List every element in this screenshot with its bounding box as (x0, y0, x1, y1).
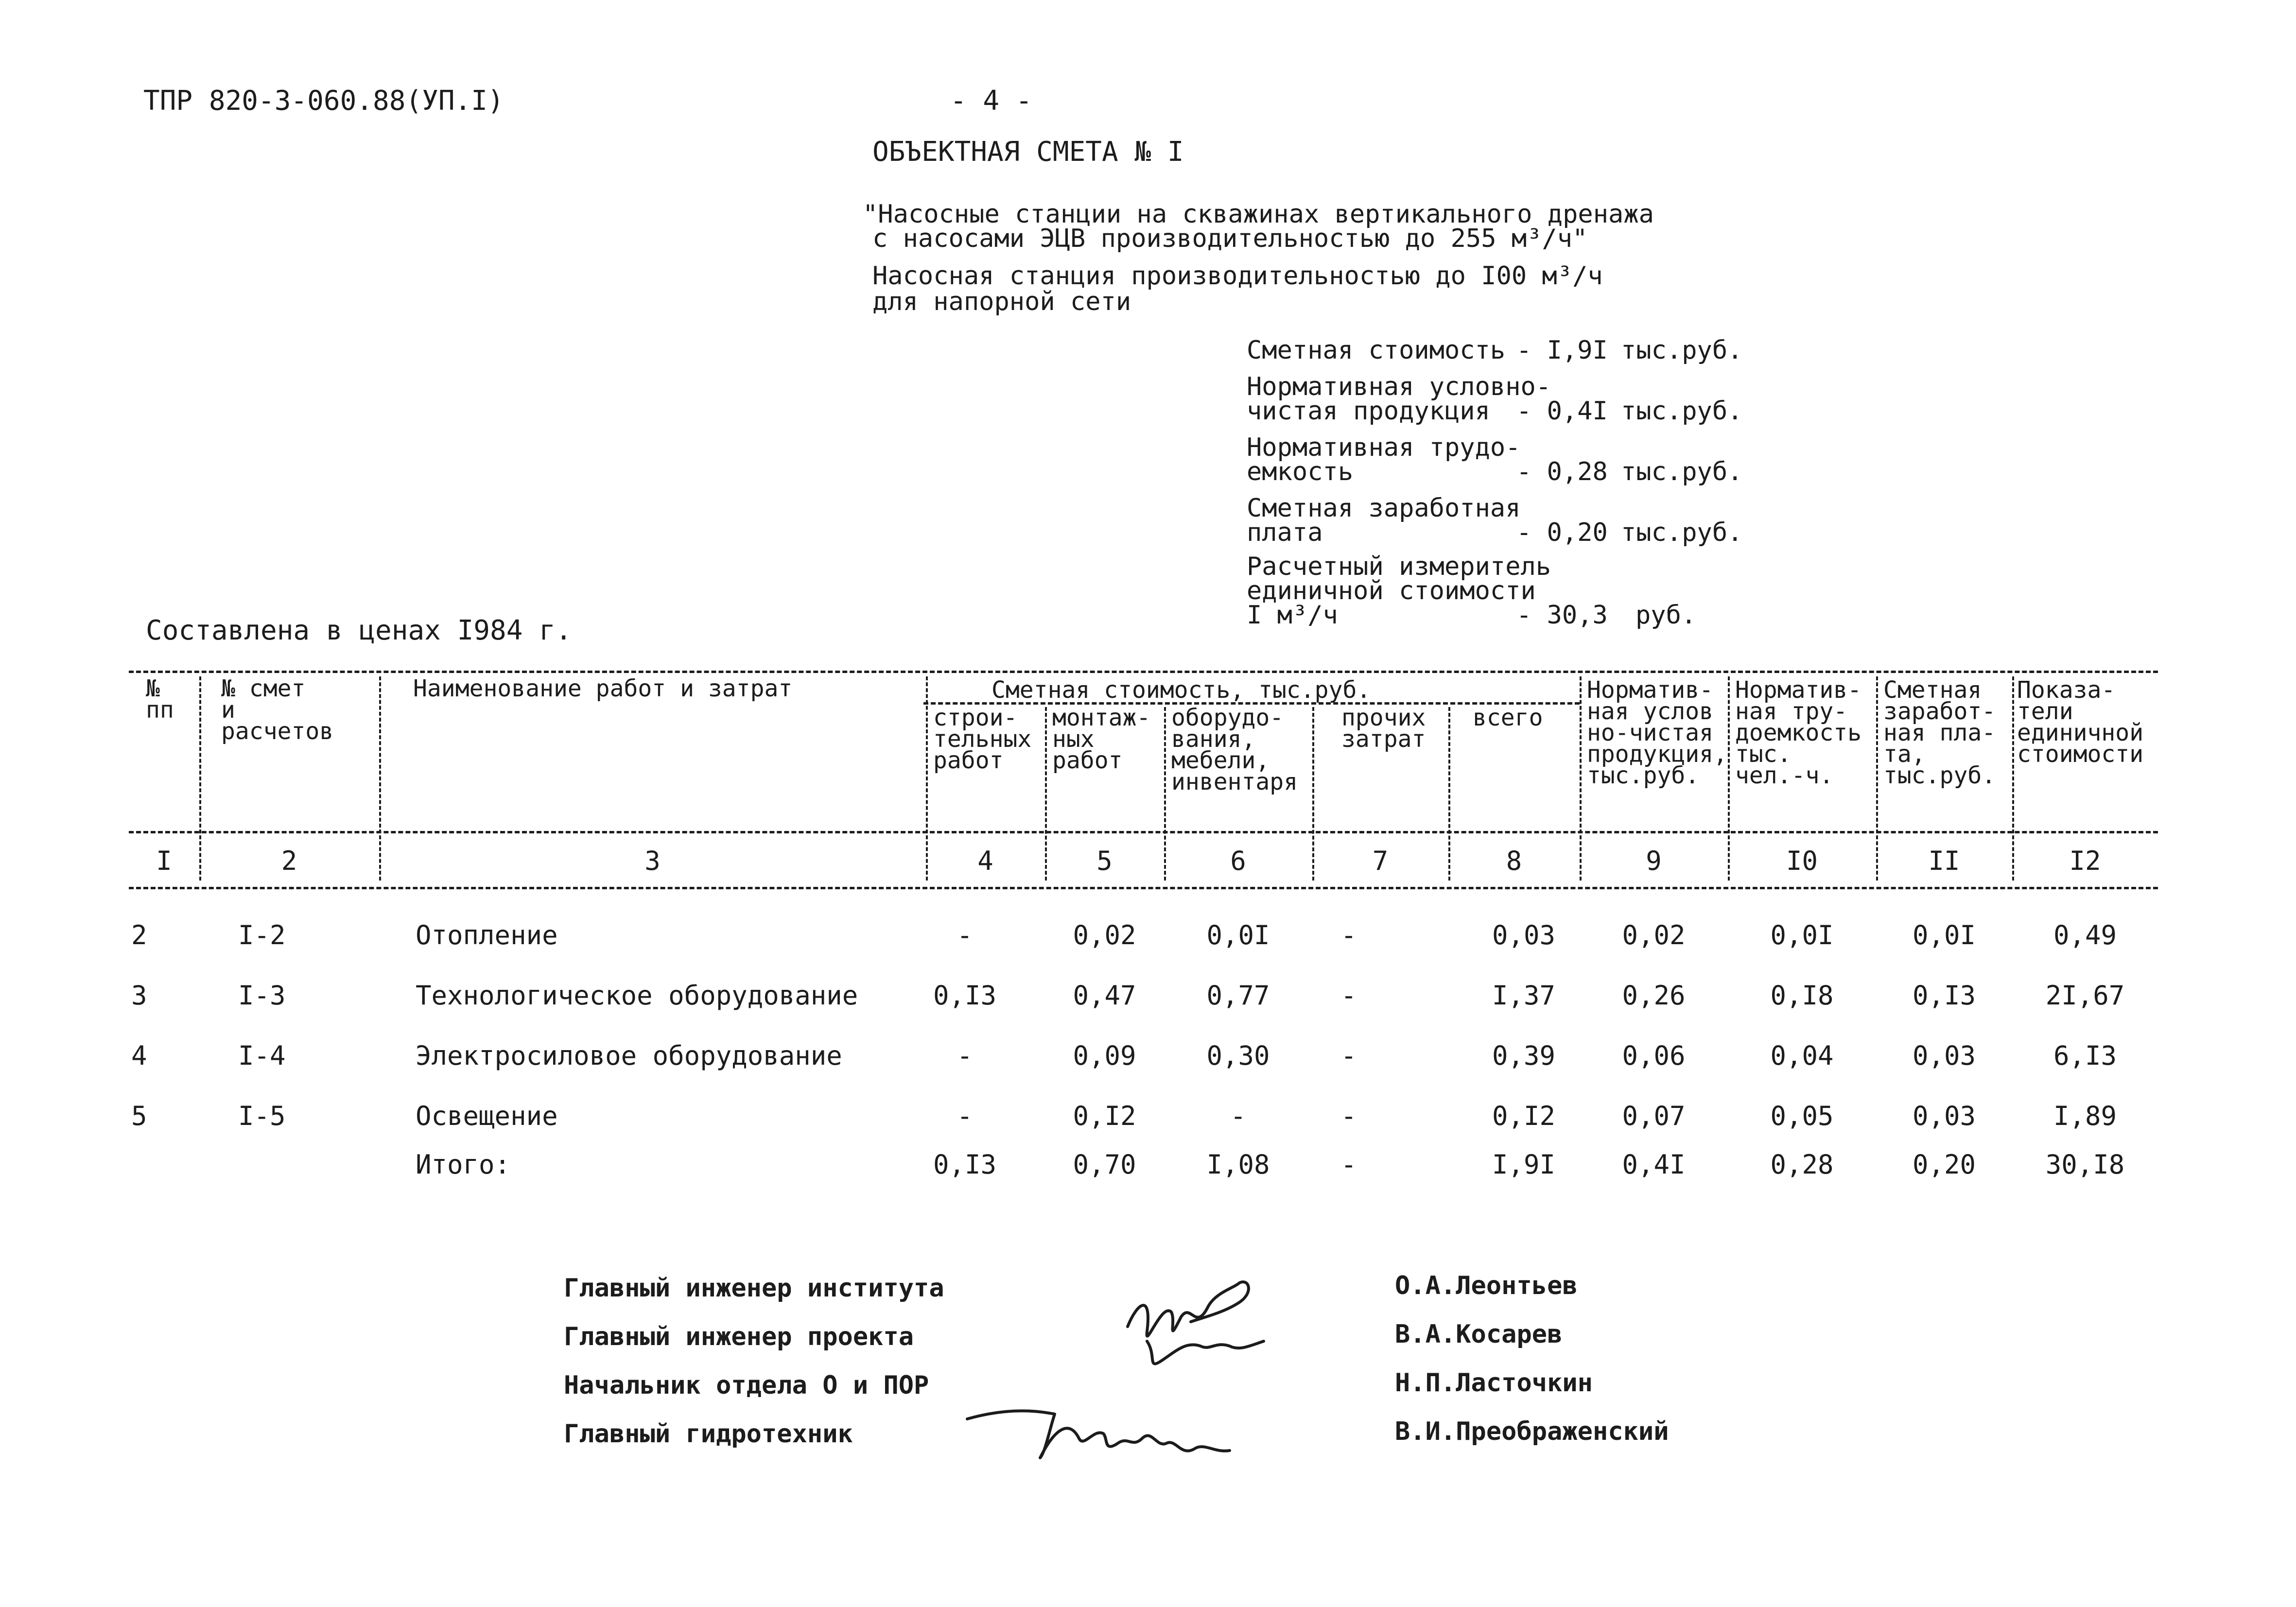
column-number: 8 (1506, 846, 1522, 876)
row-net-production: 0,07 (1622, 1101, 1686, 1131)
column-number: I2 (2069, 846, 2101, 876)
header-col7: прочих затрат (1341, 704, 1426, 753)
row-construction: - (957, 920, 973, 950)
row-equipment: 0,30 (1206, 1040, 1270, 1071)
row-total: 0,39 (1492, 1040, 1556, 1071)
row-installation: 0,09 (1073, 1040, 1136, 1071)
column-number: I (156, 846, 172, 876)
prices-note: Составлена в ценах I984 г. (146, 615, 572, 646)
summary-production-unit: тыс.руб. (1621, 397, 1743, 426)
column-number: 6 (1230, 846, 1246, 876)
row-total: 0,03 (1492, 920, 1556, 950)
summary-labor-unit: тыс.руб. (1621, 457, 1743, 486)
row-unit-cost: 6,I3 (2053, 1040, 2117, 1071)
row-unit-cost: 0,49 (2053, 920, 2117, 950)
row-estimate-ref: I-5 (238, 1101, 286, 1131)
handwritten-signature-1 (1118, 1273, 1293, 1385)
column-number: 2 (281, 846, 297, 876)
header-cost-group: Сметная стоимость, тыс.руб. (991, 676, 1371, 704)
row-name: Электросиловое оборудование (416, 1040, 842, 1071)
row-estimate-ref: I-2 (238, 920, 286, 950)
document-code: ТПР 820-3-060.88(УП.I) (143, 85, 504, 117)
table-top-rule (129, 671, 2158, 673)
row-other: - (1340, 1101, 1357, 1131)
row-installation: 0,02 (1073, 920, 1136, 950)
row-number: 3 (131, 980, 147, 1011)
summary-production-value: - 0,4I (1516, 397, 1608, 426)
signature-name: О.А.Леонтьев (1395, 1271, 1578, 1300)
total-construction: 0,I3 (933, 1149, 997, 1180)
signature-role: Начальник отдела О и ПОР (564, 1371, 929, 1400)
header-col6: оборудо- вания, мебели, инвентаря (1171, 704, 1298, 795)
signature-name: Н.П.Ласточкин (1395, 1368, 1593, 1398)
summary-cost-unit: тыс.руб. (1621, 336, 1743, 365)
row-name: Освещение (416, 1101, 558, 1131)
column-number: 3 (644, 846, 661, 876)
row-wage: 0,I3 (1912, 980, 1976, 1011)
row-name: Отопление (416, 920, 558, 950)
row-number: 5 (131, 1101, 147, 1131)
row-equipment: 0,0I (1206, 920, 1270, 950)
summary-unit-cost-label-3: I м³/ч (1247, 601, 1338, 630)
row-total: 0,I2 (1492, 1101, 1556, 1131)
table-header-rule (129, 831, 2158, 833)
summary-production-label-2: чистая продукция (1247, 397, 1490, 426)
subject-line-4: для напорной сети (872, 287, 1131, 316)
row-estimate-ref: I-4 (238, 1040, 286, 1071)
signature-role: Главный инженер проекта (564, 1322, 914, 1351)
total-labor: 0,28 (1770, 1149, 1834, 1180)
page-number: - 4 - (950, 85, 1032, 117)
header-col1: № пп (146, 675, 174, 724)
summary-unit-cost-unit: руб. (1635, 601, 1697, 630)
total-sum: I,9I (1492, 1149, 1556, 1180)
row-estimate-ref: I-3 (238, 980, 286, 1011)
summary-wage-unit: тыс.руб. (1621, 518, 1743, 547)
document-title: ОБЪЕКТНАЯ СМЕТА № I (872, 136, 1184, 168)
row-net-production: 0,02 (1622, 920, 1686, 950)
column-number: I0 (1786, 846, 1818, 876)
total-unit-cost: 30,I8 (2045, 1149, 2125, 1180)
summary-cost-value: - I,9I (1516, 336, 1608, 365)
row-wage: 0,0I (1912, 920, 1976, 950)
summary-wage-label-2: плата (1247, 518, 1323, 547)
row-net-production: 0,26 (1622, 980, 1686, 1011)
subject-line-2: с насосами ЭЦВ производительностью до 255 м³/ч" (872, 224, 1588, 253)
total-net-production: 0,4I (1622, 1149, 1686, 1180)
signature-role: Главный инженер института (564, 1274, 944, 1303)
summary-unit-cost-label-1: Расчетный измеритель (1247, 552, 1551, 581)
summary-cost-label: Сметная стоимость (1247, 336, 1506, 365)
subject-line-1: "Насосные станции на скважинах вертикального дренажа (863, 200, 1654, 229)
row-installation: 0,47 (1073, 980, 1136, 1011)
row-construction: - (957, 1040, 973, 1071)
row-installation: 0,I2 (1073, 1101, 1136, 1131)
total-equipment: I,08 (1206, 1149, 1270, 1180)
subject-line-3: Насосная станция производительностью до I00 м³/ч (872, 261, 1603, 291)
signature-name: В.А.Косарев (1395, 1320, 1563, 1349)
row-unit-cost: 2I,67 (2045, 980, 2125, 1011)
row-labor: 0,0I (1770, 920, 1834, 950)
summary-unit-cost-value: - 30,3 (1516, 601, 1608, 630)
header-col2: № смет и расчетов (221, 675, 334, 745)
summary-labor-label-2: емкость (1247, 457, 1354, 486)
row-wage: 0,03 (1912, 1101, 1976, 1131)
summary-unit-cost-label-2: единичной стоимости (1247, 576, 1536, 605)
table-numbers-rule (129, 887, 2158, 889)
row-total: I,37 (1492, 980, 1556, 1011)
signature-name: В.И.Преображенский (1395, 1417, 1669, 1446)
summary-wage-label-1: Сметная заработная (1247, 494, 1521, 523)
row-other: - (1340, 920, 1357, 950)
row-labor: 0,I8 (1770, 980, 1834, 1011)
column-number: 7 (1372, 846, 1389, 876)
header-col8: всего (1473, 704, 1543, 731)
column-number: 9 (1646, 846, 1662, 876)
header-col9: Норматив- ная услов но-чистая продукция, тыс.руб. (1587, 676, 1727, 789)
row-unit-cost: I,89 (2053, 1101, 2117, 1131)
row-equipment: 0,77 (1206, 980, 1270, 1011)
total-wage: 0,20 (1912, 1149, 1976, 1180)
row-labor: 0,05 (1770, 1101, 1834, 1131)
handwritten-signature-2 (962, 1400, 1235, 1487)
header-col4: строи- тельных работ (933, 704, 1032, 774)
total-installation: 0,70 (1073, 1149, 1136, 1180)
header-col12: Показа- тели единичной стоимости (2017, 676, 2144, 768)
column-number: II (1928, 846, 1960, 876)
summary-labor-label-1: Нормативная трудо- (1247, 433, 1521, 462)
summary-wage-value: - 0,20 (1516, 518, 1608, 547)
signature-role: Главный гидротехник (564, 1419, 853, 1449)
column-number: 4 (977, 846, 993, 876)
row-labor: 0,04 (1770, 1040, 1834, 1071)
row-construction: 0,I3 (933, 980, 997, 1011)
summary-production-label-1: Нормативная условно- (1247, 372, 1551, 401)
row-equipment: - (1230, 1101, 1246, 1131)
row-net-production: 0,06 (1622, 1040, 1686, 1071)
header-col10: Норматив- ная тру- доемкость тыс. чел.-ч. (1735, 676, 1862, 789)
total-label: Итого: (416, 1149, 511, 1180)
summary-labor-value: - 0,28 (1516, 457, 1608, 486)
total-other: - (1340, 1149, 1357, 1180)
header-col3: Наименование работ и затрат (413, 675, 793, 702)
row-name: Технологическое оборудование (416, 980, 858, 1011)
row-other: - (1340, 980, 1357, 1011)
row-number: 4 (131, 1040, 147, 1071)
column-number: 5 (1096, 846, 1113, 876)
header-col11: Сметная заработ- ная пла- та, тыс.руб. (1883, 676, 1996, 789)
row-wage: 0,03 (1912, 1040, 1976, 1071)
row-other: - (1340, 1040, 1357, 1071)
row-number: 2 (131, 920, 147, 950)
row-construction: - (957, 1101, 973, 1131)
header-col5: монтаж- ных работ (1052, 704, 1151, 774)
